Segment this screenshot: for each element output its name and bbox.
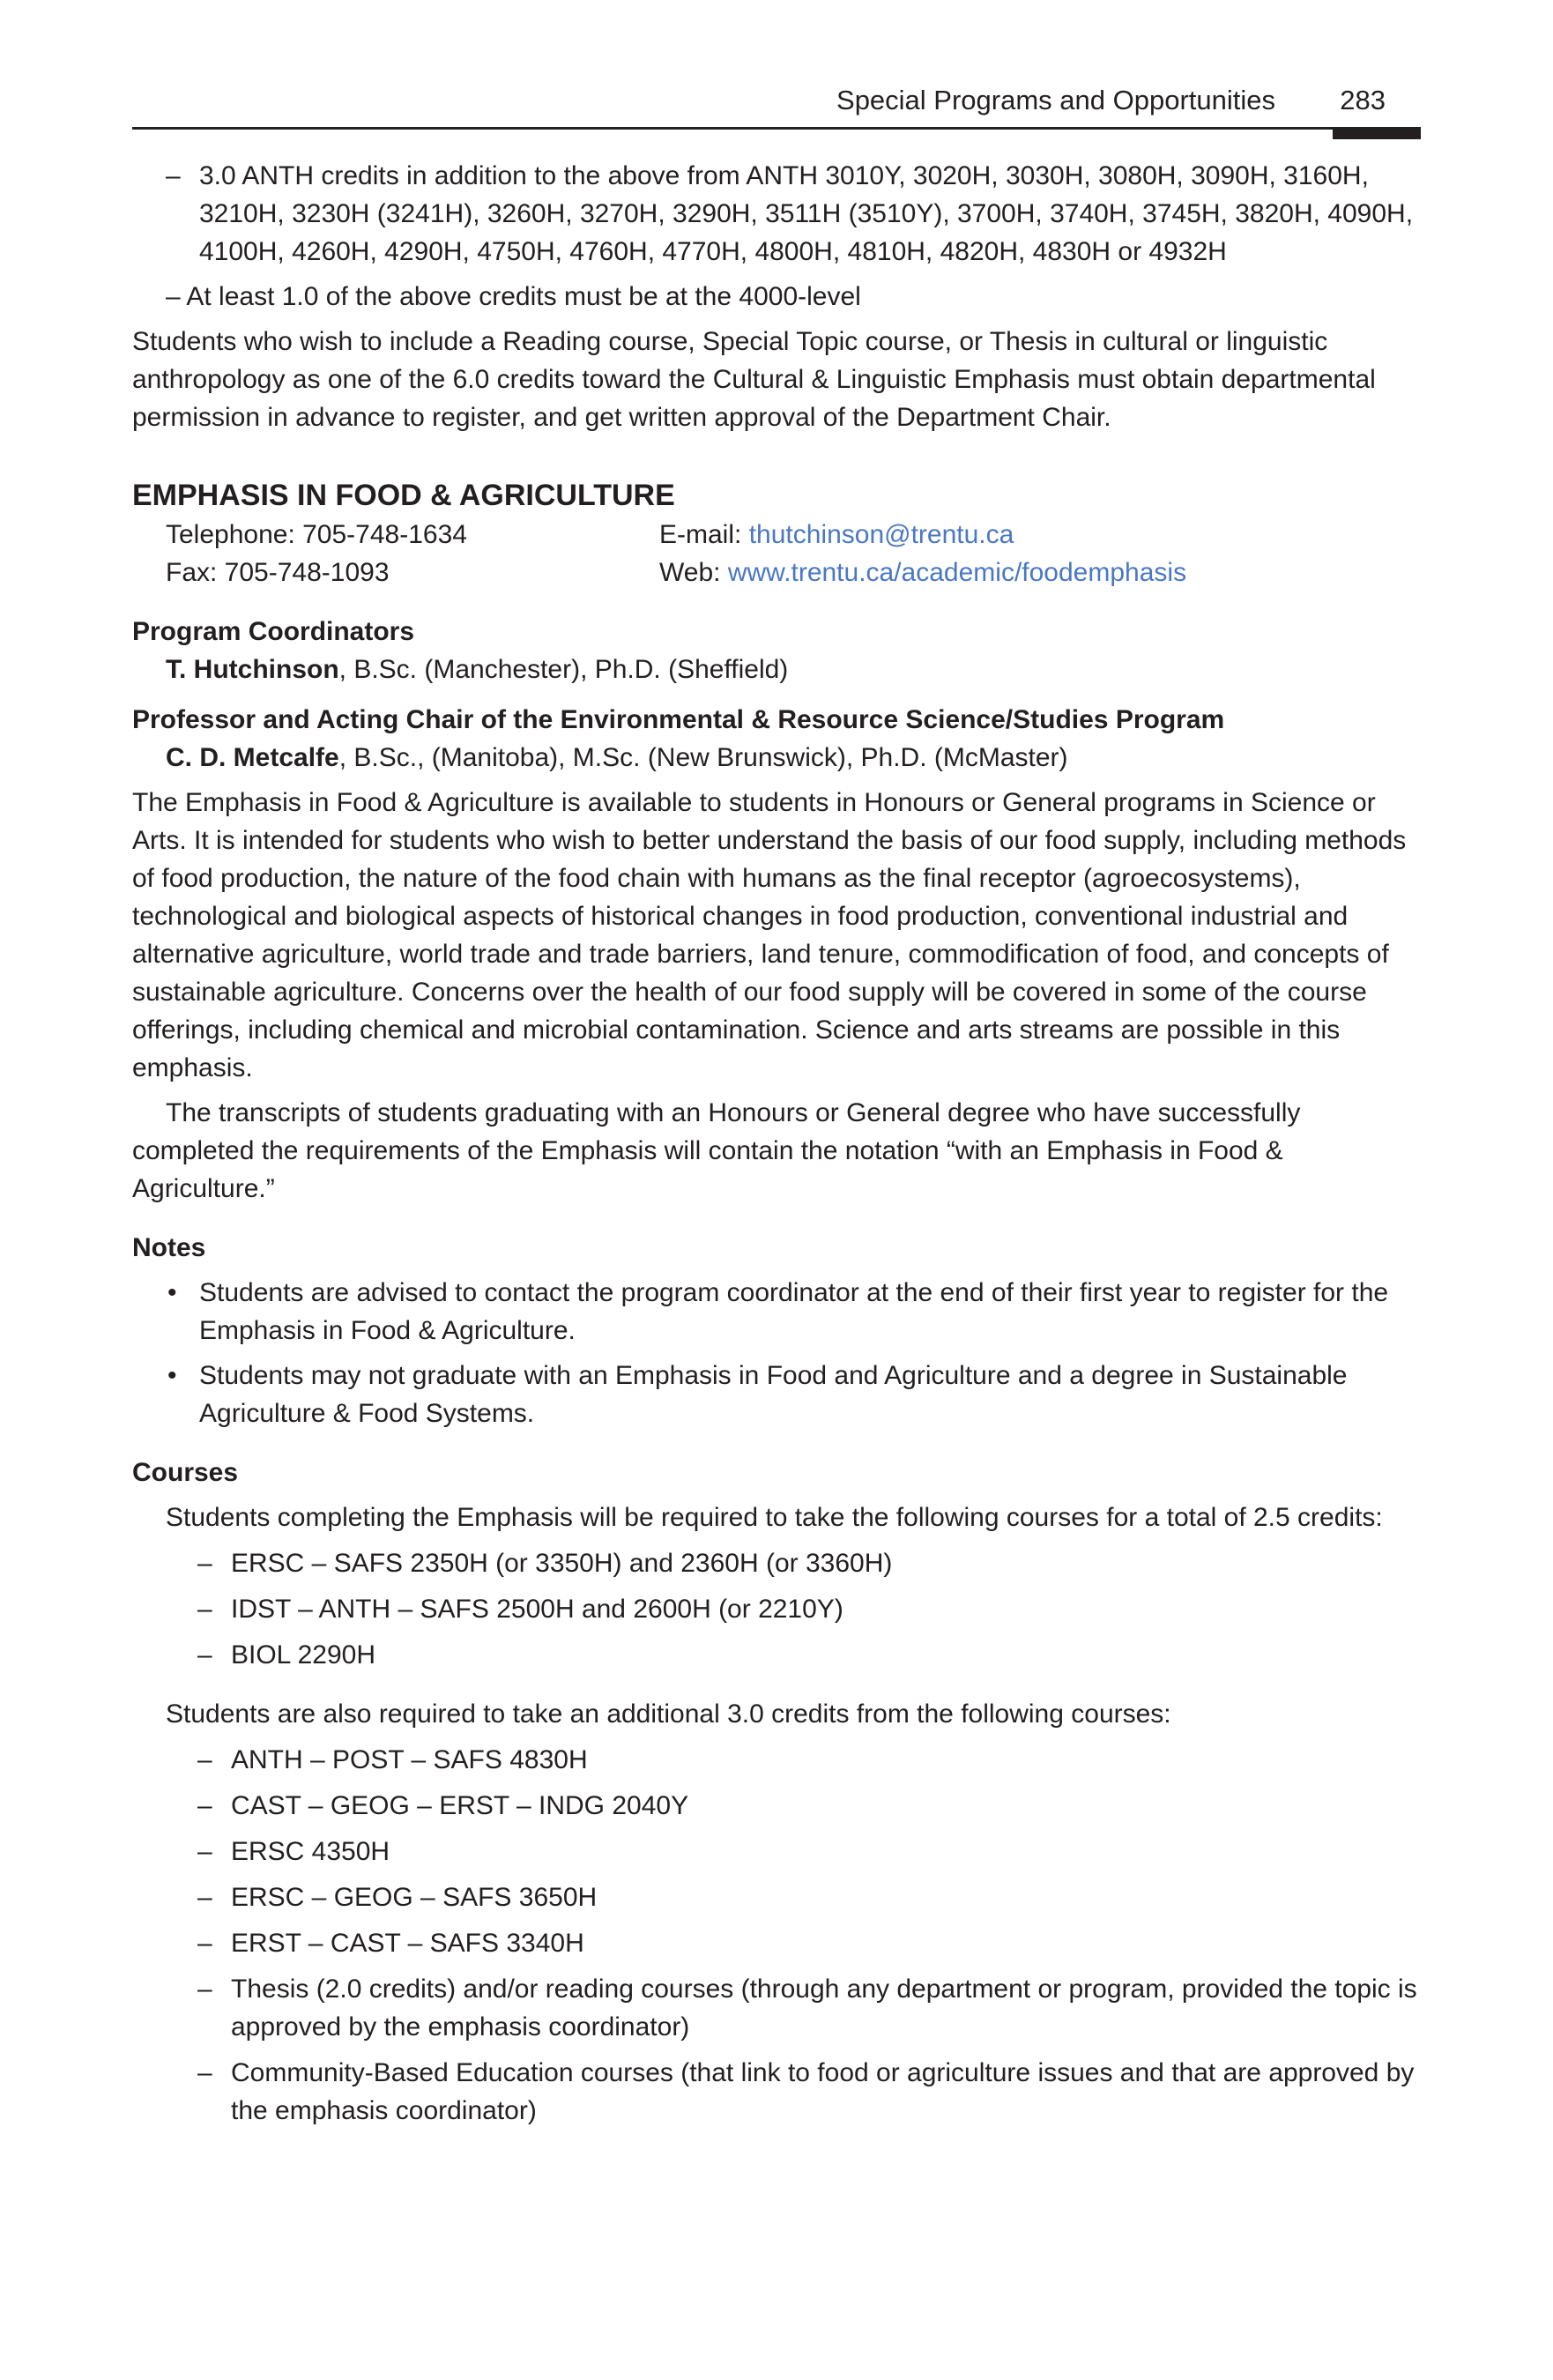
course-text: ANTH – POST – SAFS 4830H xyxy=(231,1745,588,1774)
course-item xyxy=(132,1878,1421,1916)
web-line xyxy=(659,554,1186,591)
note-text: Students may not graduate with an Emphasis in Food and Agriculture and a degree in Sustainable Agriculture & Food Systems. xyxy=(199,1361,1348,1428)
course-item xyxy=(132,1741,1421,1779)
dash-marker: – xyxy=(166,161,181,190)
coordinator-entry xyxy=(132,651,1421,688)
running-head-title: Special Programs and Opportunities xyxy=(836,85,1275,115)
course-text: Thesis (2.0 credits) and/or reading courses (through any department or program, provided the topic is approved by the emphasis coordinator) xyxy=(231,1975,1417,2042)
course-text: BIOL 2290H xyxy=(231,1640,375,1670)
coordinators-heading: Program Coordinators xyxy=(132,617,415,646)
course-item xyxy=(132,1787,1421,1825)
course-text: ERSC – SAFS 2350H (or 3350H) and 2360H (or 3360H) xyxy=(231,1549,893,1578)
course-text: ERSC 4350H xyxy=(231,1837,390,1866)
web-label: Web: xyxy=(659,558,728,587)
running-header xyxy=(132,79,1421,130)
course-item xyxy=(132,1636,1421,1674)
course-text: ERSC – GEOG – SAFS 3650H xyxy=(231,1883,598,1912)
course-text: CAST – GEOG – ERST – INDG 2040Y xyxy=(231,1791,689,1820)
chair-heading: Professor and Acting Chair of the Environmental & Resource Science/Studies Program xyxy=(132,705,1225,734)
section-heading-food-agriculture: EMPHASIS IN FOOD & AGRICULTURE xyxy=(132,479,675,512)
anth-credit-text: 3.0 ANTH credits in addition to the above from ANTH 3010Y, 3020H, 3030H, 3080H, 3090H, 3160H, 3210H, 3230H (3241H), 3260H, 3270H, 3290H, 3511H (3510Y), 3700H, 3740H, 3745H, 3820H, 4090H, 4100H, 4260H, 4290H, 4750H, 4760H, 4770H, 4800H, 4810H, 4820H, 4830H or 4932H xyxy=(199,161,1414,266)
note-item xyxy=(132,1274,1421,1350)
course-text: Community-Based Education courses (that link to food or agriculture issues and that are approved by the emphasis coordinator) xyxy=(231,2058,1415,2125)
dash-marker: – xyxy=(197,2058,212,2087)
bullet-marker: • xyxy=(167,1361,177,1390)
page-number: 283 xyxy=(1340,85,1386,115)
coordinator-name: T. Hutchinson xyxy=(166,655,339,684)
dash-marker: – xyxy=(197,1745,212,1774)
course-item xyxy=(132,1544,1421,1582)
emphasis-intro-paragraph: The Emphasis in Food & Agriculture is available to students in Honours or General programs in Science or Arts. It is intended for students who wish to better understand the basis of our food supply, including methods of food production, the nature of the food chain with humans as the final receptor (agroecosystems), technological and biological aspects of historical changes in food production, conventional industrial and alternative agriculture, world trade and trade barriers, land tenure, commodification of food, and concepts of sustainable agriculture. Concerns over the health of our food supply will be covered in some of the course offerings, including chemical and microbial contamination. Science and arts streams are possible in this emphasis. xyxy=(132,788,1407,1082)
contact-phone-fax xyxy=(166,516,467,591)
note-item xyxy=(132,1357,1421,1432)
course-item xyxy=(132,1970,1421,2046)
coordinator-credentials: , B.Sc. (Manchester), Ph.D. (Sheffield) xyxy=(338,655,789,684)
chair-name: C. D. Metcalfe xyxy=(166,743,339,772)
course-item xyxy=(132,1924,1421,1962)
note-text: Students are advised to contact the program coordinator at the end of their first year to register for the Emphasis in Food & Agriculture. xyxy=(199,1278,1389,1345)
page-content xyxy=(132,157,1421,2130)
courses-heading: Courses xyxy=(132,1458,239,1487)
course-text: ERST – CAST – SAFS 3340H xyxy=(231,1929,584,1958)
transcript-paragraph: The transcripts of students graduating with an Honours or General degree who have successfully completed the requirements of the Emphasis will contain the notation “with an Emphasis in Food & Agriculture.” xyxy=(132,1098,1301,1203)
fax: Fax: 705-748-1093 xyxy=(166,558,390,587)
dash-marker: – xyxy=(197,1929,212,1958)
course-item xyxy=(132,1833,1421,1871)
chair-entry xyxy=(132,739,1421,777)
dash-marker: – xyxy=(197,1975,212,2004)
dash-marker: – xyxy=(197,1549,212,1578)
anth-level-note: – At least 1.0 of the above credits must be at the 4000-level xyxy=(166,282,861,311)
web-link[interactable]: www.trentu.ca/academic/foodemphasis xyxy=(727,558,1187,587)
anth-credit-item xyxy=(132,157,1421,271)
dash-marker: – xyxy=(197,1883,212,1912)
required-courses-intro: Students completing the Emphasis will be required to take the following courses for a total of 2.5 credits: xyxy=(166,1503,1383,1532)
contact-block xyxy=(132,516,1421,591)
header-bar xyxy=(1333,130,1421,139)
dash-marker: – xyxy=(197,1791,212,1820)
course-item xyxy=(132,2054,1421,2130)
dash-marker: – xyxy=(197,1837,212,1866)
email-label: E-mail: xyxy=(659,520,749,549)
notes-heading: Notes xyxy=(132,1233,206,1262)
cultural-emphasis-note: Students who wish to include a Reading course, Special Topic course, or Thesis in cultural or linguistic anthropology as one of the 6.0 credits toward the Cultural & Linguistic Emphasis must obtain departmental permission in advance to register, and get written approval of the Department Chair. xyxy=(132,327,1376,432)
dash-marker: – xyxy=(197,1640,212,1670)
additional-courses-intro: Students are also required to take an additional 3.0 credits from the following courses: xyxy=(166,1699,1171,1729)
course-text: IDST – ANTH – SAFS 2500H and 2600H (or 2210Y) xyxy=(231,1595,843,1624)
additional-course-list xyxy=(132,1741,1421,2130)
required-course-list xyxy=(132,1544,1421,1674)
dash-marker: – xyxy=(197,1595,212,1624)
email-line xyxy=(659,516,1186,554)
chair-credentials: , B.Sc., (Manitoba), M.Sc. (New Brunswick), Ph.D. (McMaster) xyxy=(338,743,1068,772)
telephone: Telephone: 705-748-1634 xyxy=(166,520,467,549)
course-item xyxy=(132,1590,1421,1628)
contact-email-web xyxy=(659,516,1186,591)
email-link[interactable]: thutchinson@trentu.ca xyxy=(748,520,1014,549)
bullet-marker: • xyxy=(167,1278,177,1307)
